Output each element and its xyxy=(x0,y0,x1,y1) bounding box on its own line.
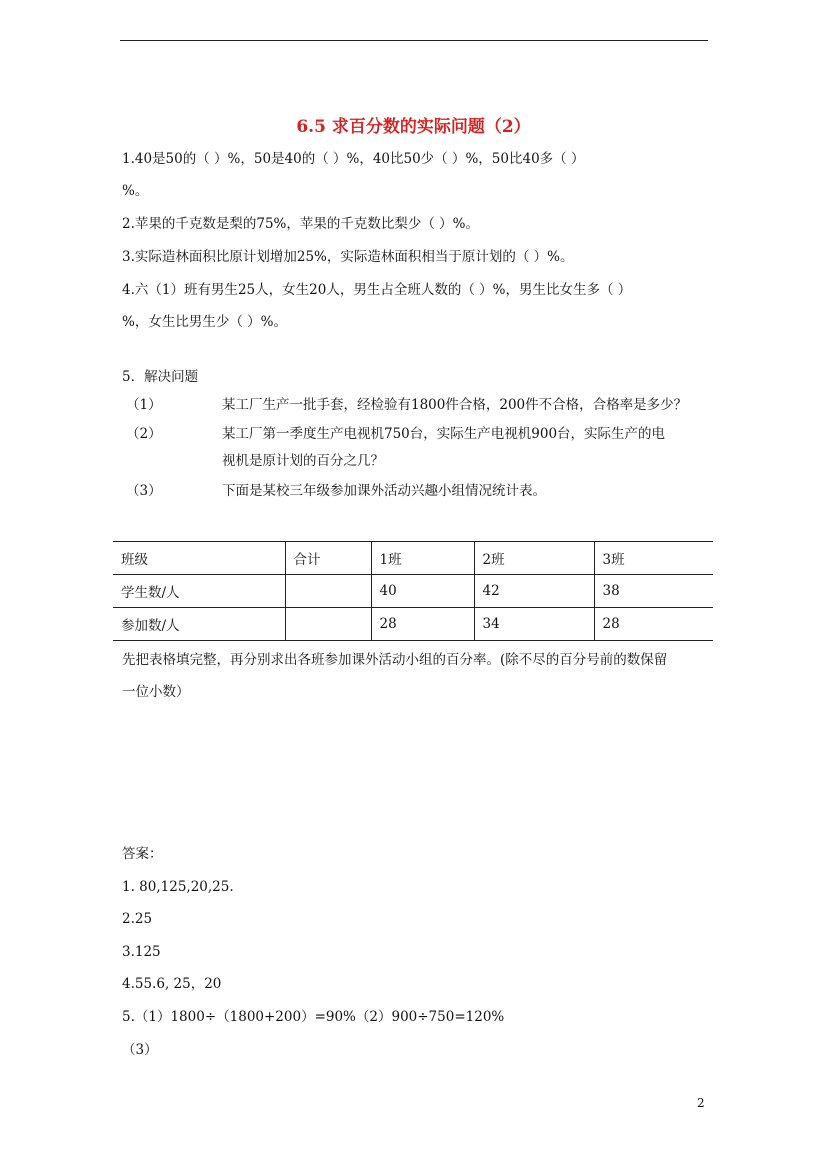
problem-2-text-continued: 视机是原计划的百分之几？ xyxy=(222,453,384,469)
problem-2-text: 某工厂第一季度生产电视机750台，实际生产电视机900台，实际生产的电 xyxy=(222,426,666,442)
question-1-line-1: 1.40是50的（ ）%，50是40的（ ）%，40比50少（ ）%，50比40多（ ） xyxy=(122,151,585,167)
problem-3-number: （3） xyxy=(126,483,162,499)
table-header-row xyxy=(113,542,713,575)
table-row xyxy=(113,608,713,641)
table-cell: 38 xyxy=(594,575,713,608)
table-header-cell: 1班 xyxy=(371,542,474,575)
answer-5-part-3: （3） xyxy=(122,1042,158,1058)
problem-1-text: 某工厂生产一批手套，经检验有1800件合格，200件不合格，合格率是多少？ xyxy=(222,397,688,413)
table-cell: 学生数/人 xyxy=(121,585,180,601)
table-header-cell: 合计 xyxy=(285,542,371,575)
table-cell: 参加数/人 xyxy=(121,618,180,634)
table-row xyxy=(113,575,713,608)
question-2: 2.苹果的千克数是梨的75%，苹果的千克数比梨少（ ）%。 xyxy=(122,216,480,232)
table-cell: 42 xyxy=(474,575,594,608)
table-cell-total xyxy=(285,608,371,641)
problem-2-number: （2） xyxy=(126,426,162,442)
problem-3-text: 下面是某校三年级参加课外活动兴趣小组情况统计表。 xyxy=(222,483,546,499)
page-title: 6.5 求百分数的实际问题（2） xyxy=(296,117,531,137)
table-cell-total xyxy=(285,575,371,608)
answer-2: 2.25 xyxy=(122,911,153,927)
question-4-line-2: %，女生比男生少（ ）%。 xyxy=(122,314,287,330)
question-4-line-1: 4.六（1）班有男生25人，女生20人，男生占全班人数的（ ）%，男生比女生多（ ） xyxy=(122,282,632,298)
question-3: 3.实际造林面积比原计划增加25%，实际造林面积相当于原计划的（ ）%。 xyxy=(122,249,574,265)
header-rule xyxy=(120,40,708,41)
answer-4: 4.55.6, 25，20 xyxy=(122,976,222,992)
question-1-line-2: %。 xyxy=(122,183,149,199)
table-header-cell: 2班 xyxy=(474,542,594,575)
table-cell: 28 xyxy=(594,608,713,641)
table-cell: 28 xyxy=(371,608,474,641)
table-header-cell: 班级 xyxy=(121,552,148,568)
instruction-line-2: 一位小数） xyxy=(122,684,190,700)
table-cell: 40 xyxy=(371,575,474,608)
answer-3: 3.125 xyxy=(122,944,161,960)
section-5-heading: 5．解决问题 xyxy=(122,369,199,385)
answers-heading: 答案： xyxy=(122,846,163,862)
page-number: 2 xyxy=(697,1096,705,1110)
instruction-line-1: 先把表格填完整，再分别求出各班参加课外活动小组的百分率。(除不尽的百分号前的数保留 xyxy=(122,652,668,668)
problem-1-number: （1） xyxy=(126,397,162,413)
answer-1: 1. 80,125,20,25. xyxy=(122,879,234,895)
table-cell: 34 xyxy=(474,608,594,641)
table-header-cell: 3班 xyxy=(594,542,713,575)
statistics-table xyxy=(113,541,713,641)
answer-5: 5.（1）1800÷（1800+200）=90%（2）900÷750=120% xyxy=(122,1009,505,1025)
